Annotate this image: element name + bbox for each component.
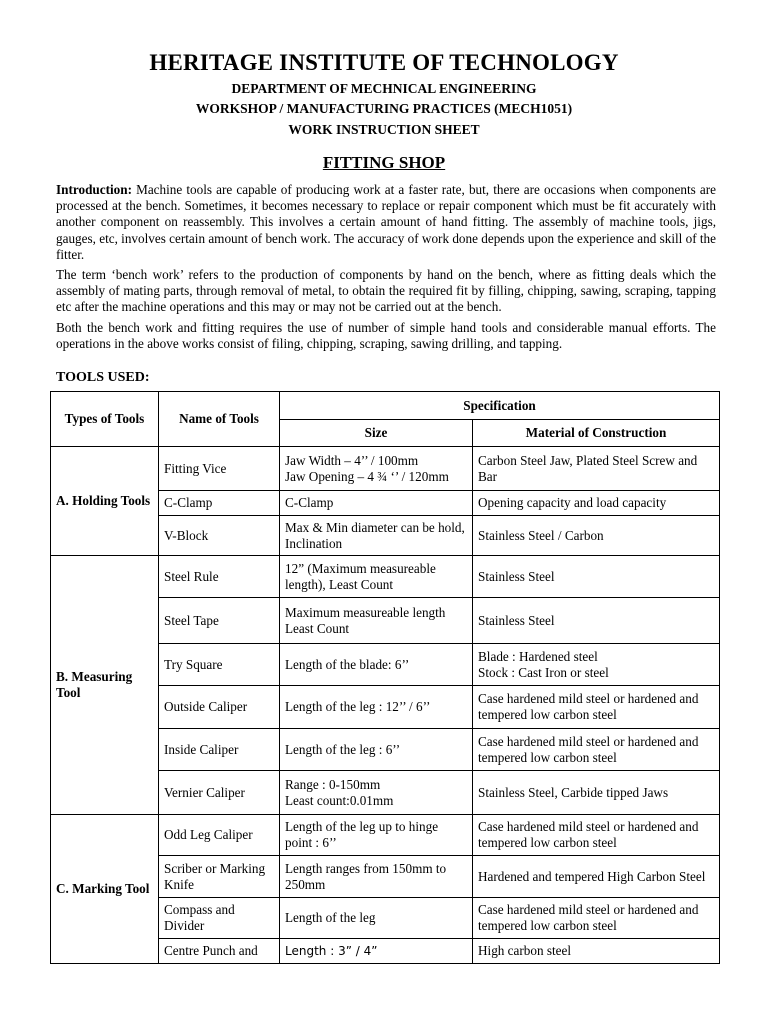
sheet-title: WORK INSTRUCTION SHEET [288, 122, 480, 137]
tool-material [473, 771, 720, 815]
tool-size [280, 898, 473, 939]
tool-material [473, 686, 720, 729]
tool-name: Steel Tape [159, 598, 280, 644]
material-line: Case hardened mild steel or hardened and tempered low carbon steel [478, 691, 699, 722]
tool-name: Try Square [159, 644, 280, 686]
tool-size [280, 447, 473, 491]
tool-size [280, 644, 473, 686]
tool-name: Outside Caliper [159, 686, 280, 729]
size-line: C-Clamp [285, 495, 334, 510]
tool-size [280, 516, 473, 556]
tool-name: C-Clamp [159, 491, 280, 516]
tool-material [473, 898, 720, 939]
material-line: Case hardened mild steel or hardened and tempered low carbon steel [478, 819, 699, 850]
category-measuring: B. Measuring Tool [51, 556, 159, 815]
material-line: Stainless Steel, Carbide tipped Jaws [478, 784, 669, 800]
col-header-material: Material of Construction [473, 420, 720, 447]
tool-size [280, 556, 473, 598]
size-line: Length of the leg : 6’’ [285, 741, 401, 757]
size-line: Jaw Width – 4’’ / 100mm [285, 452, 419, 468]
category-marking: C. Marking Tool [51, 815, 159, 964]
col-header-spec: Specification [280, 392, 720, 420]
col-header-name: Name of Tools [159, 392, 280, 447]
size-line: Length of the leg up to hinge point : 6’’ [285, 819, 439, 850]
table-row [51, 447, 720, 491]
material-line: Blade : Hardened steel [478, 648, 598, 664]
intro-paragraph-3: Both the bench work and fitting requires the use of number of simple hand tools and considerable manual efforts. The operations in the above works consist of filing, chipping, scraping, sawing drilling, and tapping. [56, 320, 716, 352]
intro-paragraph-2: The term ‘bench work’ refers to the production of components by hand on the bench, where as fitting deals which the assembly of mating parts, through removal of metal, to obtain the required fit by filling, chipping, sawing, scraping, tapping etc after the machine operations and this may or may not be carried out at the bench. [56, 267, 716, 315]
material-line: Hardened and tempered High Carbon Steel [478, 868, 706, 884]
size-line: Length of the leg : 12’’ / 6’’ [285, 699, 431, 714]
department-title: DEPARTMENT OF MECHNICAL ENGINEERING [231, 81, 537, 96]
tool-name: Compass and Divider [159, 898, 280, 939]
size-line: Least Count [285, 620, 350, 636]
material-line: Case hardened mild steel or hardened and tempered low carbon steel [478, 902, 699, 933]
tool-size [280, 491, 473, 516]
tool-size [280, 686, 473, 729]
tool-material [473, 815, 720, 856]
tool-size [280, 771, 473, 815]
tool-name: Centre Punch and [159, 939, 280, 964]
tool-name: Vernier Caliper [159, 771, 280, 815]
tool-size [280, 939, 473, 964]
table-row [51, 556, 720, 598]
tool-size [280, 815, 473, 856]
tool-name: V-Block [159, 516, 280, 556]
category-holding: A. Holding Tools [51, 447, 159, 556]
tools-heading: TOOLS USED: [56, 370, 150, 385]
material-line: Opening capacity and load capacity [478, 495, 667, 510]
tool-size [280, 856, 473, 898]
tool-name: Scriber or Marking Knife [159, 856, 280, 898]
intro-label: Introduction: [56, 182, 132, 197]
col-header-size: Size [280, 420, 473, 447]
material-line: Case hardened mild steel or hardened and tempered low carbon steel [478, 733, 699, 765]
intro-text-1: Machine tools are capable of producing work at a faster rate, but, there are occasions when components are processed at the bench. Sometimes, it becomes necessary to replace or repair component which must be fit accurately with another component on reassembly. This involves a certain amount of hand fitting. The assembly of machine tools, jigs, gauges, etc, involves certain amount of bench work. The accuracy of work done depends upon the experience and skill of the fitter. [56, 182, 716, 262]
tool-material [473, 598, 720, 644]
tools-table [50, 391, 720, 964]
material-line: Carbon Steel Jaw, Plated Steel Screw and Bar [478, 452, 698, 484]
size-line: Jaw Opening – 4 ¾ ‘’ / 120mm [285, 468, 449, 484]
size-line: Maximum measureable length [285, 604, 446, 620]
size-line: Least count:0.01mm [285, 792, 394, 808]
table-body [51, 447, 720, 964]
tool-material [473, 856, 720, 898]
course-title: WORKSHOP / MANUFACTURING PRACTICES (MECH1051) [195, 101, 573, 116]
tool-name: Odd Leg Caliper [159, 815, 280, 856]
tool-name: Steel Rule [159, 556, 280, 598]
material-line: Stainless Steel [478, 612, 555, 628]
table-row [51, 815, 720, 856]
tool-material [473, 556, 720, 598]
tool-material [473, 491, 720, 516]
tool-name: Inside Caliper [159, 729, 280, 771]
institute-title: HERITAGE INSTITUTE OF TECHNOLOGY [149, 50, 619, 75]
material-line: Stock : Cast Iron or steel [478, 664, 609, 680]
col-header-type: Types of Tools [51, 392, 159, 447]
size-line: Range : 0-150mm [285, 776, 381, 792]
tool-material [473, 516, 720, 556]
shop-title: FITTING SHOP [322, 153, 446, 172]
size-line: Length of the blade: 6’’ [285, 656, 410, 672]
tool-material [473, 729, 720, 771]
intro-paragraph-1 [56, 182, 716, 263]
size-line: Length ranges from 150mm to 250mm [285, 860, 447, 892]
tool-name: Fitting Vice [159, 447, 280, 491]
size-line: 12” (Maximum measureable length), Least Count [285, 560, 436, 592]
material-line: High carbon steel [478, 943, 572, 958]
size-line: Length of the leg [285, 910, 376, 925]
tool-material [473, 447, 720, 491]
tool-material [473, 939, 720, 964]
tool-size [280, 598, 473, 644]
material-line: Stainless Steel / Carbon [478, 527, 604, 543]
material-line: Stainless Steel [478, 568, 555, 584]
size-line: Max & Min diameter can be hold, Inclination [285, 519, 465, 551]
tool-size [280, 729, 473, 771]
size-line: Length : 3” / 4” [285, 944, 378, 958]
tool-material [473, 644, 720, 686]
